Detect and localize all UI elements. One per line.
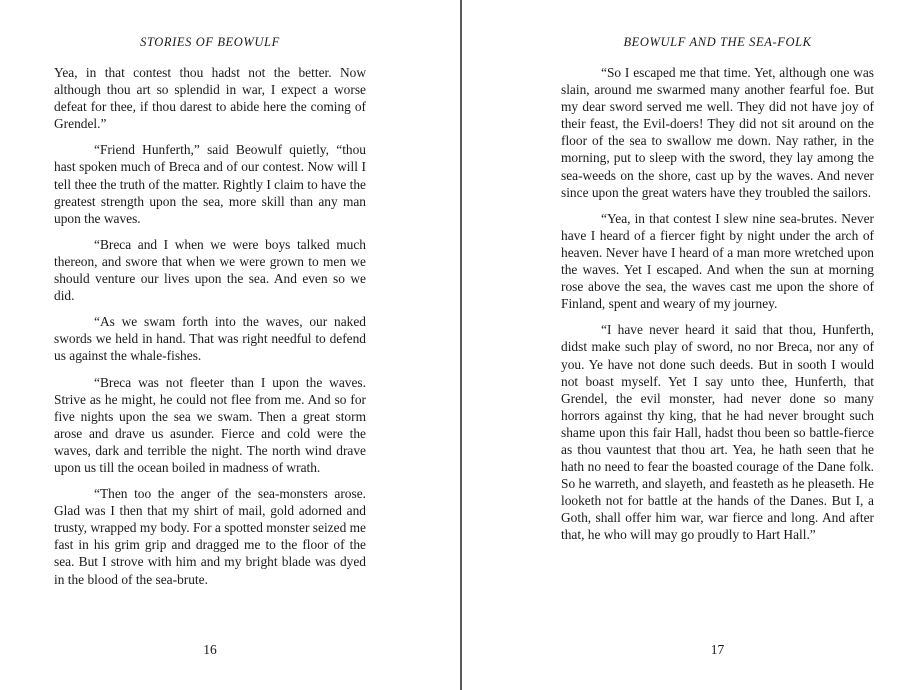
paragraph: “Friend Hunferth,” said Beowulf quietly, “thou hast spoken much of Breca and of our contest. Now will I tell thee the truth of the matter. Rightly I claim to have the greatest strength upon the sea, more skill than any man upon the waves. <box>54 142 366 226</box>
paragraph: “Yea, in that contest I slew nine sea-brutes. Never have I heard of a fiercer fight by night under the arch of heaven. Never have I heard of a man more wretched upon the waves. Yet I escaped. And when the sun at morning rose above the sea, the waves cast me upon the shore of Finland, spent and weary of my journey. <box>561 210 874 312</box>
paragraph: “Then too the anger of the sea-monsters arose. Glad was I then that my shirt of mail, gold adorned and trusty, wrapped my body. For a spotted monster seized me fast in his grim grip and dragged me to the floor of the sea. But I strove with him and my bright blade was dyed in the blood of the sea-brute. <box>54 486 366 587</box>
left-page-body <box>54 64 366 597</box>
right-page-number: 17 <box>710 642 725 657</box>
paragraph: Yea, in that contest thou hadst not the better. Now although thou art so splendid in war, I expect a worse defeat for thee, if thou darest to abide here the coming of Grendel.” <box>54 65 366 132</box>
right-page <box>561 0 874 690</box>
paragraph: “Breca was not fleeter than I upon the waves. Strive as he might, he could not flee from me. And so for five nights upon the sea we swam. Then a great storm arose and drave us asunder. Fierce and cold were the waves, dark and terrible the night. The north wind drave upon us till the ocean boiled in madness of wrath. <box>54 374 366 475</box>
left-page-number: 16 <box>203 642 217 657</box>
paragraph: “So I escaped me that time. Yet, although one was slain, around me swarmed many another fearful foe. But my dear sword served me well. They did not have joy of their feast, the Evil-doers! They did not sit around on the floor of the sea to swallow me down. Nay rather, in the morning, put to sleep with the sword, they lay among the sea-weeds on the shore, cast up by the waves. And never since upon the great waters have they troubled the sailors. <box>561 65 874 200</box>
left-running-head: STORIES OF BEOWULF <box>140 35 280 49</box>
paragraph: “Breca and I when we were boys talked much thereon, and swore that when we were grown to men we should venture our lives upon the sea. And even so we did. <box>54 236 366 304</box>
right-page-body <box>561 64 874 553</box>
left-page <box>54 0 366 690</box>
paragraph: “I have never heard it said that thou, Hunferth, didst make such play of sword, no nor Breca, nor any of you. Ye have not done such deeds. But in sooth I would not boast myself. Yet I say unto thee, Hunferth, that Grendel, the evil monster, had never done so many horrors against thy king, that he had never brought such shame upon this fair Hall, hadst thou been so battle-fierce as thou vauntest that thou art. Yea, he hath seen that he hath no need to fear the boasted courage of the Dane folk. So he warreth, and slayeth, and feasteth as he pleaseth. He looketh not for battle at the hands of the Danes. But I, a Goth, shall offer him war, war fierce and long. And after that, he who will may go proudly to Hart Hall.” <box>561 322 874 543</box>
paragraph: “As we swam forth into the waves, our naked swords we held in hand. That was right needful to defend us against the whale-fishes. <box>54 314 366 364</box>
gutter-divider <box>460 0 462 690</box>
right-running-head: BEOWULF AND THE SEA-FOLK <box>623 35 812 49</box>
